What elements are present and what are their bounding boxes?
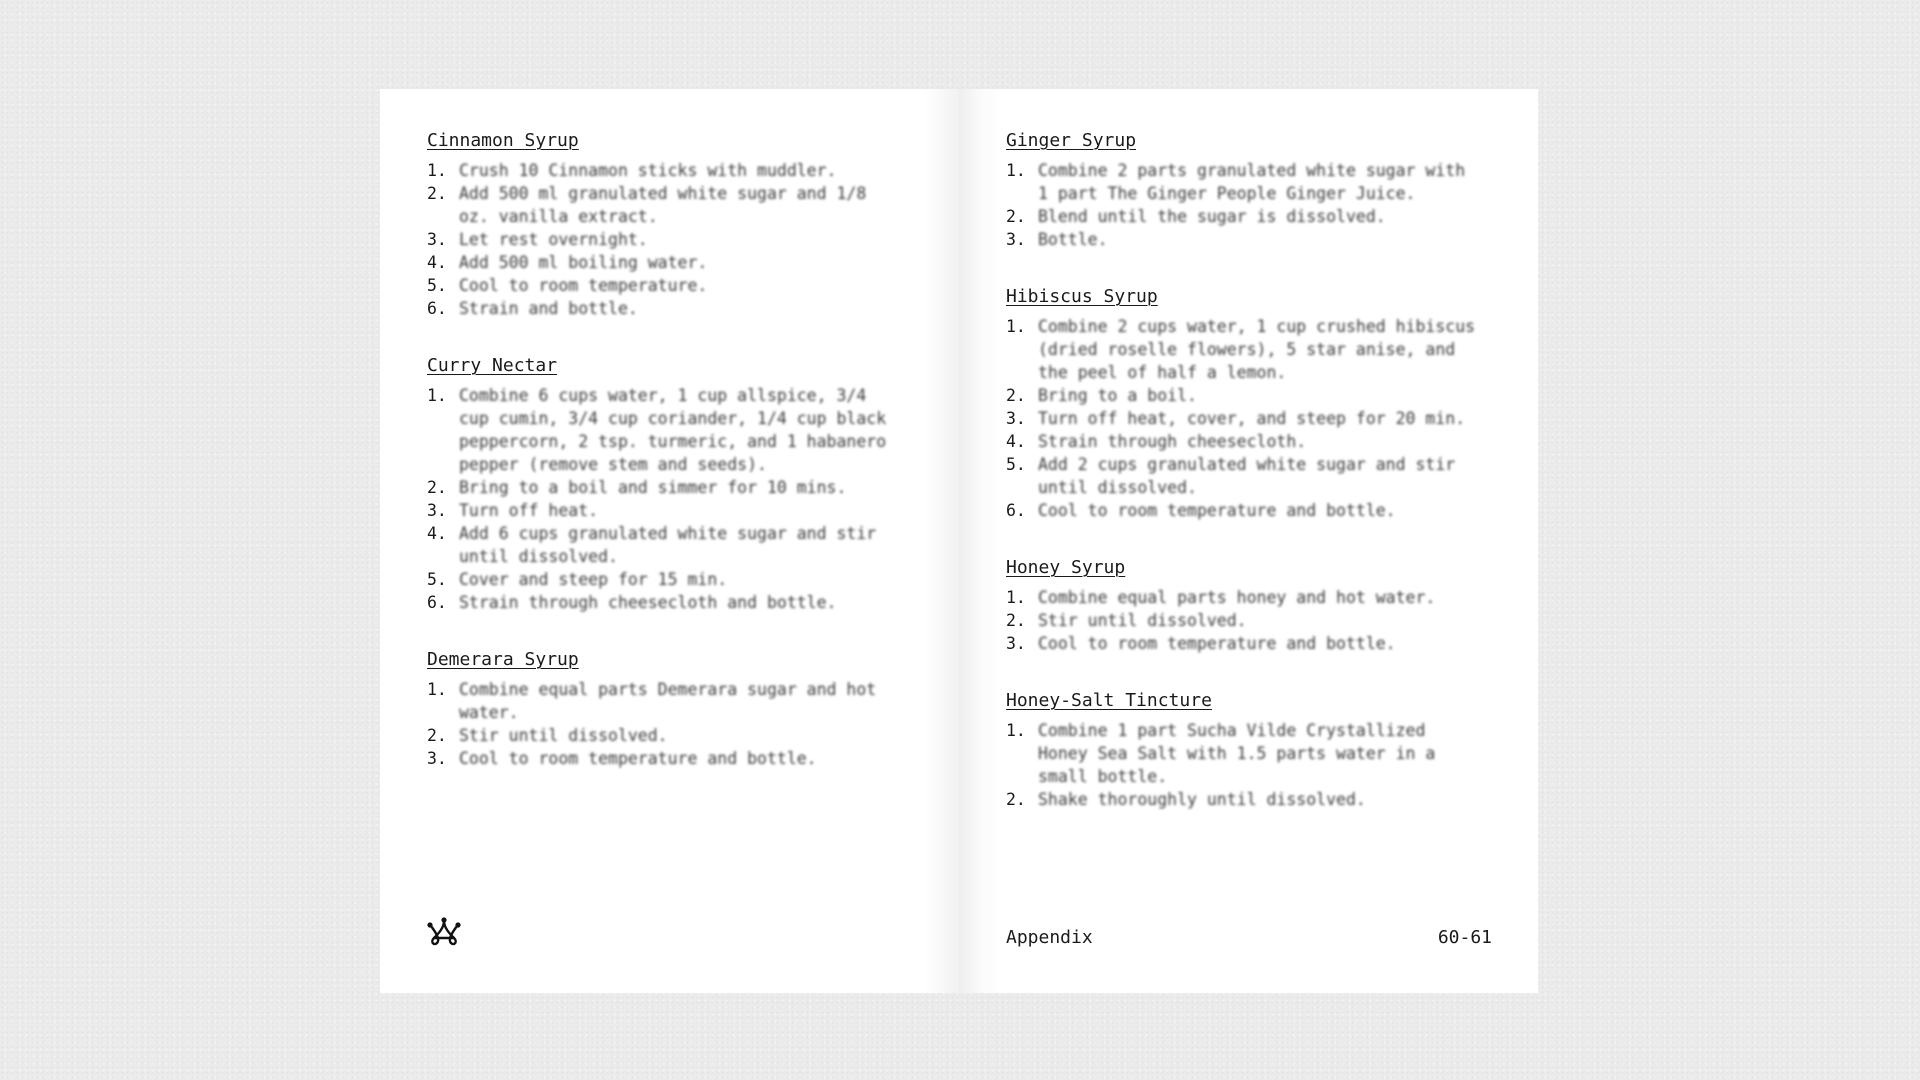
recipe-block	[427, 129, 913, 320]
step-text: Cool to room temperature and bottle.	[1038, 634, 1396, 653]
recipe-step	[1006, 407, 1492, 430]
step-number: 3.	[1006, 230, 1026, 249]
recipe-title: Demerara Syrup	[427, 649, 579, 670]
recipe-steps	[1006, 315, 1492, 522]
recipe-step	[1006, 586, 1492, 609]
step-text: Crush 10 Cinnamon sticks with muddler.	[459, 161, 837, 180]
recipe-step	[427, 159, 913, 182]
step-number: 2.	[427, 478, 447, 497]
step-text: Strain and bottle.	[459, 299, 638, 318]
step-number: 1.	[427, 386, 447, 405]
step-text: Combine 2 cups water, 1 cup crushed hibiscus (dried roselle flowers), 5 star anise, and the peel of half a lemon.	[1038, 317, 1476, 382]
step-text: Add 500 ml boiling water.	[459, 253, 708, 272]
step-number: 6.	[1006, 501, 1026, 520]
footer-section-title: Appendix	[1006, 927, 1093, 948]
step-number: 1.	[427, 161, 447, 180]
recipe-title: Hibiscus Syrup	[1006, 286, 1158, 307]
step-number: 3.	[427, 501, 447, 520]
recipe-title: Curry Nectar	[427, 355, 558, 376]
recipe-block	[427, 648, 913, 770]
step-text: Shake thoroughly until dissolved.	[1038, 790, 1366, 809]
recipe-step	[1006, 632, 1492, 655]
footer-page-numbers: 60-61	[1437, 927, 1492, 948]
step-number: 2.	[1006, 790, 1026, 809]
recipe-title: Ginger Syrup	[1006, 130, 1137, 151]
step-text: Blend until the sugar is dissolved.	[1038, 207, 1386, 226]
recipe-block	[1006, 285, 1492, 522]
right-recipe-list	[1006, 129, 1492, 811]
step-text: Cover and steep for 15 min.	[459, 570, 728, 589]
step-text: Cool to room temperature and bottle.	[1038, 501, 1396, 520]
recipe-step	[1006, 430, 1492, 453]
recipe-title: Honey Syrup	[1006, 557, 1126, 578]
step-text: Combine 2 parts granulated white sugar with 1 part The Ginger People Ginger Juice.	[1038, 161, 1466, 203]
step-text: Bring to a boil and simmer for 10 mins.	[459, 478, 847, 497]
step-number: 1.	[1006, 588, 1026, 607]
recipe-step	[427, 297, 913, 320]
asterisk-knot-logo-icon	[427, 916, 461, 948]
recipe-title: Cinnamon Syrup	[427, 130, 579, 151]
step-text: Let rest overnight.	[459, 230, 648, 249]
step-number: 1.	[1006, 161, 1026, 180]
recipe-step	[1006, 499, 1492, 522]
recipe-step	[1006, 315, 1492, 384]
step-number: 4.	[1006, 432, 1026, 451]
step-number: 5.	[427, 570, 447, 589]
step-text: Bottle.	[1038, 230, 1108, 249]
recipe-step	[427, 568, 913, 591]
step-number: 5.	[1006, 455, 1026, 474]
step-number: 2.	[427, 726, 447, 745]
recipe-steps	[1006, 719, 1492, 811]
recipe-step	[1006, 453, 1492, 499]
step-number: 1.	[1006, 317, 1026, 336]
step-number: 1.	[1006, 721, 1026, 740]
step-number: 5.	[427, 276, 447, 295]
step-text: Strain through cheesecloth and bottle.	[459, 593, 837, 612]
recipe-step	[1006, 719, 1492, 788]
recipe-step	[427, 251, 913, 274]
step-text: Bring to a boil.	[1038, 386, 1197, 405]
recipe-step	[1006, 384, 1492, 407]
recipe-step	[427, 274, 913, 297]
recipe-block	[1006, 129, 1492, 251]
step-text: Add 6 cups granulated white sugar and stir until dissolved.	[459, 524, 877, 566]
recipe-steps	[1006, 159, 1492, 251]
step-text: Stir until dissolved.	[459, 726, 668, 745]
recipe-step	[427, 724, 913, 747]
step-number: 3.	[1006, 409, 1026, 428]
recipe-steps	[427, 159, 913, 320]
recipe-steps	[427, 384, 913, 614]
step-number: 1.	[427, 680, 447, 699]
recipe-step	[427, 747, 913, 770]
recipe-steps	[1006, 586, 1492, 655]
step-number: 6.	[427, 593, 447, 612]
book-spread	[380, 89, 1538, 993]
step-text: Stir until dissolved.	[1038, 611, 1247, 630]
recipe-step	[1006, 228, 1492, 251]
recipe-step	[427, 522, 913, 568]
recipe-block	[1006, 689, 1492, 811]
step-text: Add 500 ml granulated white sugar and 1/8 oz. vanilla extract.	[459, 184, 867, 226]
step-number: 2.	[427, 184, 447, 203]
step-text: Combine 1 part Sucha Vilde Crystallized Honey Sea Salt with 1.5 parts water in a small bottle.	[1038, 721, 1436, 786]
step-number: 2.	[1006, 207, 1026, 226]
step-number: 4.	[427, 524, 447, 543]
left-recipe-list	[427, 129, 913, 770]
step-text: Combine equal parts honey and hot water.	[1038, 588, 1436, 607]
recipe-step	[427, 476, 913, 499]
recipe-step	[427, 228, 913, 251]
recipe-block	[1006, 556, 1492, 655]
step-text: Turn off heat.	[459, 501, 599, 520]
step-text: Add 2 cups granulated white sugar and stir until dissolved.	[1038, 455, 1456, 497]
recipe-step	[427, 678, 913, 724]
recipe-steps	[427, 678, 913, 770]
step-number: 3.	[427, 230, 447, 249]
recipe-title: Honey-Salt Tincture	[1006, 690, 1212, 711]
step-text: Strain through cheesecloth.	[1038, 432, 1307, 451]
recipe-step	[427, 499, 913, 522]
recipe-step	[1006, 788, 1492, 811]
recipe-step	[427, 384, 913, 476]
recipe-step	[427, 182, 913, 228]
recipe-step	[1006, 205, 1492, 228]
step-number: 2.	[1006, 386, 1026, 405]
left-page	[380, 89, 959, 993]
step-number: 3.	[427, 749, 447, 768]
recipe-block	[427, 354, 913, 614]
step-text: Cool to room temperature and bottle.	[459, 749, 817, 768]
step-number: 4.	[427, 253, 447, 272]
recipe-step	[427, 591, 913, 614]
recipe-step	[1006, 159, 1492, 205]
step-text: Cool to room temperature.	[459, 276, 708, 295]
step-text: Combine equal parts Demerara sugar and hot water.	[459, 680, 877, 722]
step-number: 2.	[1006, 611, 1026, 630]
recipe-step	[1006, 609, 1492, 632]
step-text: Turn off heat, cover, and steep for 20 min.	[1038, 409, 1466, 428]
right-page	[959, 89, 1538, 993]
step-text: Combine 6 cups water, 1 cup allspice, 3/4 cup cumin, 3/4 cup coriander, 1/4 cup black peppercorn, 2 tsp. turmeric, and 1 habanero pepper (remove stem and seeds).	[459, 386, 887, 474]
step-number: 6.	[427, 299, 447, 318]
step-number: 3.	[1006, 634, 1026, 653]
